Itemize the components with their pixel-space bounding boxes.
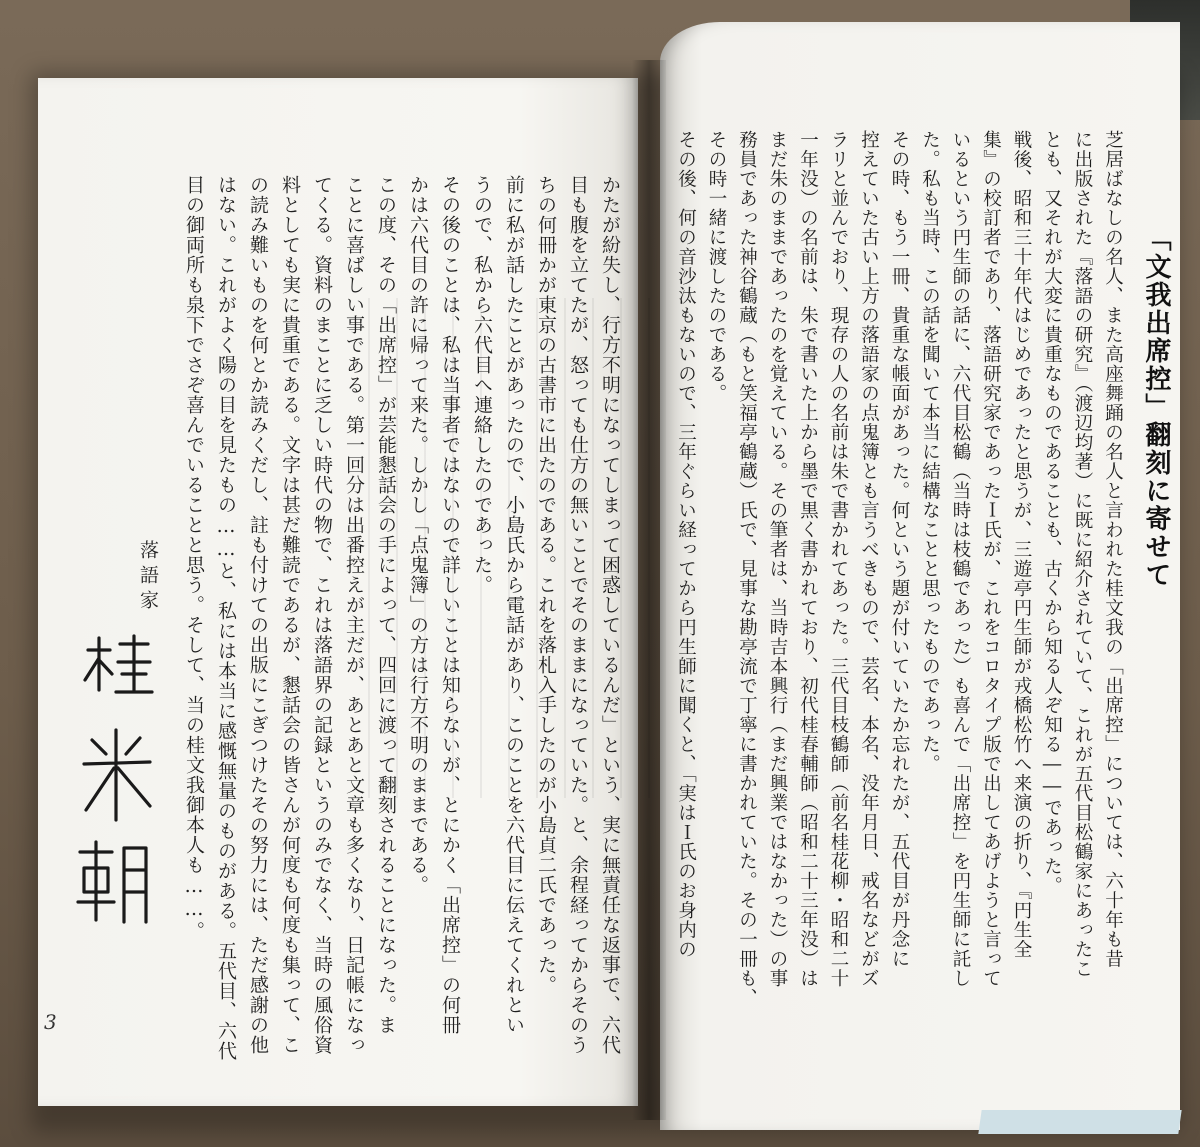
text-column: はない。これがよく陽の目を見たもの……と、私には本当に感慨無量のものがある。五代目、六代 <box>215 175 237 1061</box>
text-column: 務員であった神谷鶴蔵（もと笑福亭鶴蔵）氏で、見事な勘亭流で丁寧に書かれていた。その一冊も、 <box>736 130 758 1008</box>
text-column: 控えていた古い上方の落語家の点鬼簿とも言うべきもので、芸名、本名、没年月日、戒名などがズ <box>858 130 880 988</box>
text-column: その時一緒に渡したのである。 <box>706 130 727 403</box>
text-column: 目も腹を立てたが、怒っても仕方の無いことでそのままになっていた。と、余程経ってからそのう <box>567 175 589 1055</box>
text-column: ことに喜ばしい事である。第一回分は出番控えが主だが、あとあと文章も多くなり、日記帳になっ <box>343 175 365 1055</box>
text-column: その時、もう一冊、貴重な帳面があった。何という題が付いていたか忘れたが、五代目が丹念に <box>889 130 910 969</box>
text-column: うので、私から六代目へ連絡したのであった。 <box>471 175 493 595</box>
text-column: に出版された『落語の研究』（渡辺均著）に既に紹介されていて、これが五代目松鶴家にあったこ <box>1072 130 1093 979</box>
text-column: 集』の校訂者であり、落語研究家であったＩ氏が、これをコロタイプ版で出してあげようと言って <box>980 130 1002 988</box>
text-column: 料としても実に貴重である。文字は甚だ難読であるが、懇話会の皆さんが何度も何度も集って、こ <box>279 175 301 1055</box>
text-column: 芝居ばなしの名人、また高座舞踊の名人と言われた桂文我の「出席控」については、六十年も昔 <box>1102 130 1124 969</box>
text-column: かたが紛失し、行方不明になってしまって困惑しているんだ」という、実に無責任な返事で、六代 <box>599 175 621 1055</box>
book-spine <box>632 60 666 1120</box>
text-column: その後、何の音沙汰もないので、三年ぐらい経ってから円生師に聞くと、「実はＩ氏のお身内の <box>675 130 697 960</box>
text-column: 前に私が話したことがあったので、小島氏から電話があり、このことを六代目に伝えてくれとい <box>503 175 525 1035</box>
text-column: この度、その「出席控」が芸能懇話会の手によって、四回に渡って翻刻されることになった。ま <box>375 175 397 1035</box>
page-edge-blue <box>978 1110 1181 1134</box>
text-column: 戦後、昭和三十年代はじめであったと思うが、三遊亭円生師が戎橋松竹へ来演の折り、『円生全 <box>1011 130 1032 960</box>
text-column: 目の御両所も泉下でさぞ喜んでいることと思う。そして、当の桂文我御本人も……。 <box>183 175 205 941</box>
text-column: てくる。資料のまことに乏しい時代の物で、これは落語界の記録というのみでなく、当時の風俗資 <box>311 175 333 1055</box>
text-column: ちの何冊かが東京の古書市に出たのである。これを落札入手したのが小島貞二氏であった。 <box>535 175 557 995</box>
text-column: その後のことは、私は当事者ではないので詳しいことは知らないが、とにかく「出席控」の何冊 <box>439 175 461 1035</box>
text-column: いるという円生師の話に、六代目松鶴（当時は枝鶴であった）も喜んで「出席控」を円生師に託し <box>950 130 971 988</box>
text-column: ラリと並んでおり、現存の人の名前は朱で書かれてあった。三代目枝鶴師（前名桂花柳・昭和二十 <box>828 130 849 988</box>
left-body-text <box>178 175 626 1061</box>
article-title: 「文我出席控」翻刻に寄せて <box>1141 225 1171 589</box>
text-column: まだ朱のままであったのを覚えている。その筆者は、当時吉本興行（まだ興業ではなかった）の事 <box>767 130 788 988</box>
text-column: の読み難いものを何とか読みくだし、註も付けての出版にこぎつけたその努力には、ただ感謝の他 <box>247 175 269 1055</box>
text-column: かは六代目の許に帰って来た。しかし「点鬼簿」の方は行方不明のままである。 <box>407 175 429 895</box>
page-number: 3 <box>44 1010 57 1034</box>
author-signature <box>70 630 160 930</box>
text-column: 一年没）の名前は、朱で書いた上から墨で黒く書かれており、初代桂春輔師（昭和二十三年没）は <box>797 130 819 988</box>
right-body-text <box>670 130 1128 1008</box>
text-column: た。私も当時、この話を聞いて本当に結構なことと思ったものであった。 <box>919 130 941 774</box>
author-role: 落語家 <box>137 540 159 615</box>
text-column: とも、又それが大変に貴重なものであることも、古くから知る人ぞ知る――であった。 <box>1041 130 1063 896</box>
